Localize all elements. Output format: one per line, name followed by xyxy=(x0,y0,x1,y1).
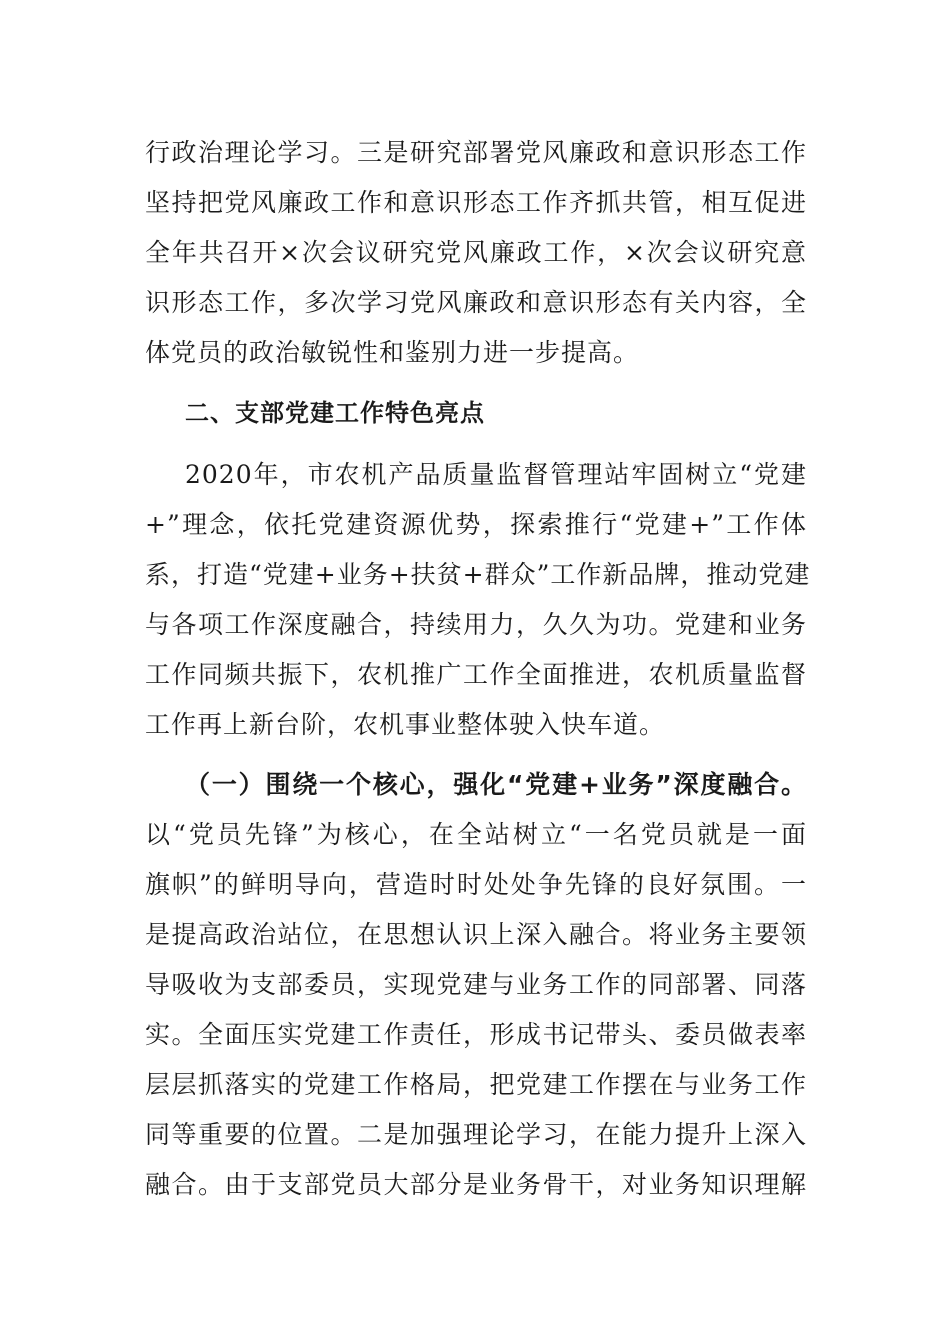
text-line: 2020年，市农机产品质量监督管理站牢固树立“党建 xyxy=(185,460,807,489)
text-line: 系，打造“党建+业务+扶贫+群众”工作新品牌，推动党建 xyxy=(145,560,811,589)
text-line: 层层抓落实的党建工作格局，把党建工作摆在与业务工作 xyxy=(145,1070,807,1099)
text-line: 融合。由于支部党员大部分是业务骨干，对业务知识理解 xyxy=(145,1170,807,1199)
text-line: 行政治理论学习。三是研究部署党风廉政和意识形态工作 xyxy=(145,138,807,167)
text-line: 导吸收为支部委员，实现党建与业务工作的同部署、同落 xyxy=(145,970,807,999)
text-line: 工作同频共振下，农机推广工作全面推进，农机质量监督 xyxy=(145,660,807,689)
text-line: 工作再上新台阶，农机事业整体驶入快车道。 xyxy=(145,710,666,739)
text-line: 实。全面压实党建工作责任，形成书记带头、委员做表率 xyxy=(145,1020,807,1049)
text-line: +”理念，依托党建资源优势，探索推行“党建+”工作体 xyxy=(145,510,807,539)
subsection-heading: （一）围绕一个核心，强化“党建+业务”深度融合。 xyxy=(185,770,807,799)
text-line: 与各项工作深度融合，持续用力，久久为功。党建和业务 xyxy=(145,610,807,639)
text-line: 坚持把党风廉政工作和意识形态工作齐抓共管，相互促进 xyxy=(145,188,807,217)
text-line: 识形态工作，多次学习党风廉政和意识形态有关内容，全 xyxy=(145,288,807,317)
text-line: 旗帜”的鲜明导向，营造时时处处争先锋的良好氛围。一 xyxy=(145,870,807,899)
text-line: 体党员的政治敏锐性和鉴别力进一步提高。 xyxy=(145,338,640,367)
section-heading: 二、支部党建工作特色亮点 xyxy=(185,399,485,427)
text-line: 全年共召开×次会议研究党风廉政工作，×次会议研究意 xyxy=(145,238,807,267)
text-line: 以“党员先锋”为核心，在全站树立“一名党员就是一面 xyxy=(145,820,807,849)
text-line: 同等重要的位置。二是加强理论学习，在能力提升上深入 xyxy=(145,1120,807,1149)
text-line: 是提高政治站位，在思想认识上深入融合。将业务主要领 xyxy=(145,920,807,949)
